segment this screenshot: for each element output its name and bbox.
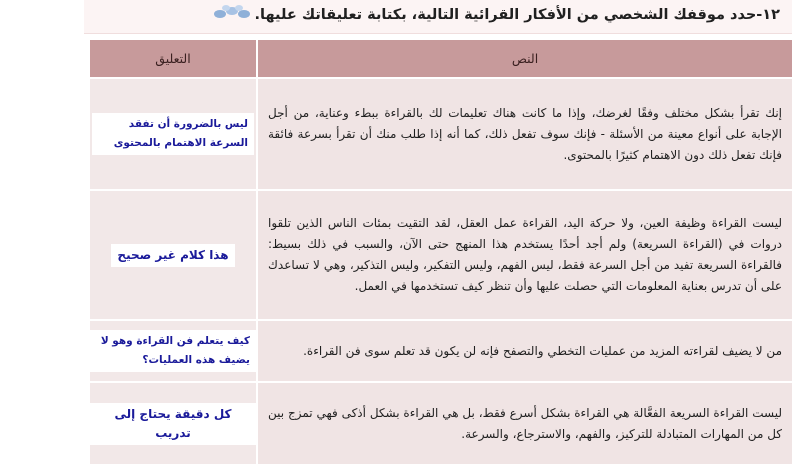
header-comment: التعليق bbox=[89, 39, 257, 78]
table-row bbox=[89, 382, 793, 465]
table-row bbox=[89, 320, 793, 382]
comment-text: ليس بالضرورة أن تفقد السرعة الاهتمام بالمحتوى bbox=[92, 113, 254, 155]
table-row bbox=[89, 190, 793, 320]
page-title: ١٢-حدد موقفك الشخصي من الأفكار القرائية التالية، بكتابة تعليقاتك عليها. bbox=[254, 7, 780, 23]
row-comment-cell bbox=[89, 190, 257, 320]
table-row bbox=[89, 78, 793, 190]
row-comment-cell bbox=[89, 320, 257, 382]
comment-text: كل دقيقة يحتاج إلى تدريب bbox=[90, 403, 256, 445]
ideas-table bbox=[88, 38, 794, 466]
row-text: من لا يضيف لقراءته المزيد من عمليات التخطي والتصفح فإنه لن يكون قد تعلم سوى فن القراءة. bbox=[257, 320, 793, 382]
row-text: إنك تقرأ بشكل مختلف وفقًا لغرضك، وإذا ما كانت هناك تعليمات لك بالقراءة ببطء وعناية، من أجل الإجابة على أنواع معينة من الأسئلة - فإنك سوف تفعل ذلك، كما أنه إذا طلب منك أن تقرأ بسرعة فائقة فإنك تفعل ذلك دون الاهتمام كثيرًا بالمحتوى. bbox=[257, 78, 793, 190]
comment-text: كيف يتعلم فن القراءة وهو لا يضيف هذه العمليات؟ bbox=[86, 330, 256, 372]
comment-text: هذا كلام غير صحيح bbox=[111, 244, 234, 267]
row-text: ليست القراءة السريعة الفعَّالة هي القراءة بشكل أسرع فقط، بل هي القراءة بشكل أذكى فهي تمزج بين كل من المهارات المتبادلة للتركيز، والفهم، والاسترجاع، والسرعة. bbox=[257, 382, 793, 465]
table-header-row bbox=[89, 39, 793, 78]
decorative-icon bbox=[212, 2, 252, 20]
row-comment-cell bbox=[89, 382, 257, 465]
header-text: النص bbox=[257, 39, 793, 78]
title-bar bbox=[84, 0, 792, 34]
row-text: ليست القراءة وظيفة العين، ولا حركة اليد، القراءة عمل العقل، لقد التقيت بمئات الناس الذين تلقوا دروات في (القراءة السريعة) ولم أجد أحدًا يستخدم هذا المنهج حتى الآن، والسبب في ذلك بسيط: فالقراءة السريعة تفيد من أجل السرعة فقط، ليس الفهم، وليس التفكير، وليس التذكير، وهي لا تساعدك على أن تدرس بعناية المعلومات التي حصلت عليها وأن تنظر كيف تستخدمها في العمل. bbox=[257, 190, 793, 320]
row-comment-cell bbox=[89, 78, 257, 190]
